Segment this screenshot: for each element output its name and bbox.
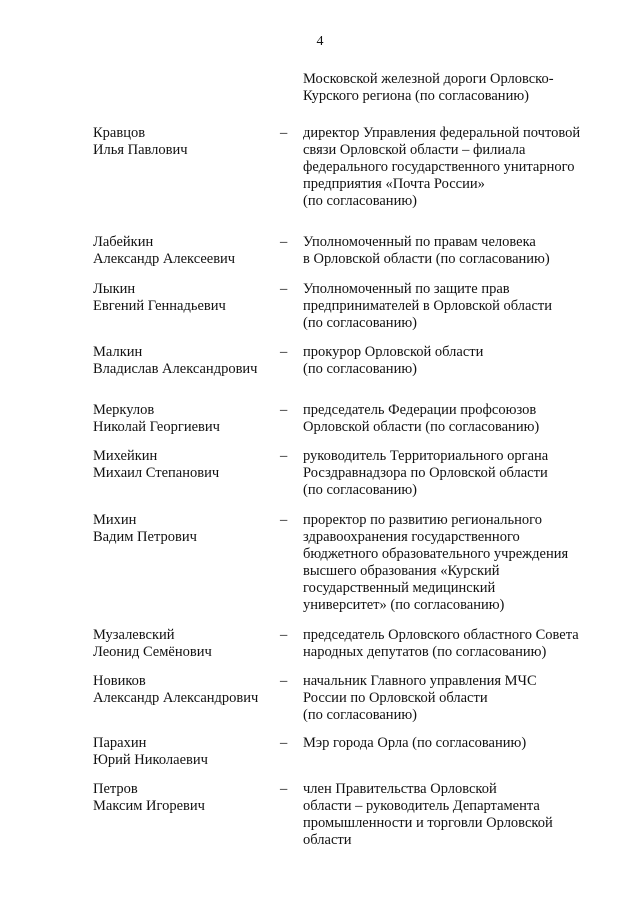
dash-separator: – [280, 281, 288, 297]
member-given-names: Максим Игоревич [93, 798, 205, 814]
member-position-line: федерального государственного унитарного [303, 159, 575, 175]
member-given-names: Михаил Степанович [93, 465, 220, 481]
member-given-names: Вадим Петрович [93, 529, 197, 545]
member-position-line: России по Орловской области [303, 690, 488, 706]
member-position-line: (по согласованию) [303, 315, 417, 331]
member-position-line: промышленности и торговли Орловской [303, 815, 553, 831]
member-position-line: начальник Главного управления МЧС [303, 673, 537, 689]
member-position-line: связи Орловской области – филиала [303, 142, 526, 158]
member-position-line: член Правительства Орловской [303, 781, 497, 797]
member-position-line: области [303, 832, 352, 848]
member-surname: Михин [93, 512, 137, 528]
dash-separator: – [280, 627, 288, 643]
member-position-line: директор Управления федеральной почтовой [303, 125, 581, 141]
member-surname: Кравцов [93, 125, 146, 141]
member-given-names: Александр Алексеевич [93, 251, 236, 267]
member-surname: Музалевский [93, 627, 175, 643]
member-position-line: прокурор Орловской области [303, 344, 484, 360]
member-position-line: бюджетного образовательного учреждения [303, 546, 569, 562]
member-position-line: проректор по развитию регионального [303, 512, 542, 528]
dash-separator: – [280, 673, 288, 689]
member-position-line: высшего образования «Курский [303, 563, 500, 579]
continuation-line: Курского региона (по согласованию) [303, 88, 529, 104]
member-position-line: Мэр города Орла (по согласованию) [303, 735, 527, 751]
member-position-line: Уполномоченный по правам человека [303, 234, 536, 250]
member-surname: Петров [93, 781, 138, 797]
member-surname: Лыкин [93, 281, 136, 297]
dash-separator: – [280, 448, 288, 464]
member-surname: Парахин [93, 735, 147, 751]
member-surname: Новиков [93, 673, 146, 689]
member-given-names: Владислав Александрович [93, 361, 258, 377]
member-given-names: Юрий Николаевич [93, 752, 208, 768]
member-given-names: Николай Георгиевич [93, 419, 220, 435]
member-position-line: председатель Федерации профсоюзов [303, 402, 537, 418]
member-position-line: государственный медицинский [303, 580, 496, 596]
member-position-line: председатель Орловского областного Совета [303, 627, 579, 643]
dash-separator: – [280, 234, 288, 250]
member-given-names: Евгений Геннадьевич [93, 298, 226, 314]
dash-separator: – [280, 735, 288, 751]
member-position-line: (по согласованию) [303, 361, 417, 377]
member-position-line: Росздравнадзора по Орловской области [303, 465, 548, 481]
member-surname: Михейкин [93, 448, 158, 464]
continuation-line: Московской железной дороги Орловско- [303, 71, 554, 87]
member-position-line: (по согласованию) [303, 193, 417, 209]
member-given-names: Леонид Семёнович [93, 644, 212, 660]
member-position-line: руководитель Территориального органа [303, 448, 549, 464]
page-number: 4 [316, 34, 324, 49]
dash-separator: – [280, 344, 288, 360]
dash-separator: – [280, 125, 288, 141]
member-surname: Малкин [93, 344, 143, 360]
member-position-line: здравоохранения государственного [303, 529, 520, 545]
member-position-line: области – руководитель Департамента [303, 798, 540, 814]
member-position-line: предприятия «Почта России» [303, 176, 485, 192]
dash-separator: – [280, 402, 288, 418]
member-given-names: Илья Павлович [93, 142, 188, 158]
member-surname: Меркулов [93, 402, 155, 418]
member-position-line: Орловской области (по согласованию) [303, 419, 540, 435]
member-position-line: Уполномоченный по защите прав [303, 281, 510, 297]
member-position-line: в Орловской области (по согласованию) [303, 251, 550, 267]
member-position-line: (по согласованию) [303, 482, 417, 498]
dash-separator: – [280, 781, 288, 797]
member-position-line: предпринимателей в Орловской области [303, 298, 552, 314]
member-position-line: народных депутатов (по согласованию) [303, 644, 547, 660]
member-position-line: (по согласованию) [303, 707, 417, 723]
member-surname: Лабейкин [93, 234, 154, 250]
dash-separator: – [280, 512, 288, 528]
member-given-names: Александр Александрович [93, 690, 259, 706]
member-position-line: университет» (по согласованию) [303, 597, 505, 613]
